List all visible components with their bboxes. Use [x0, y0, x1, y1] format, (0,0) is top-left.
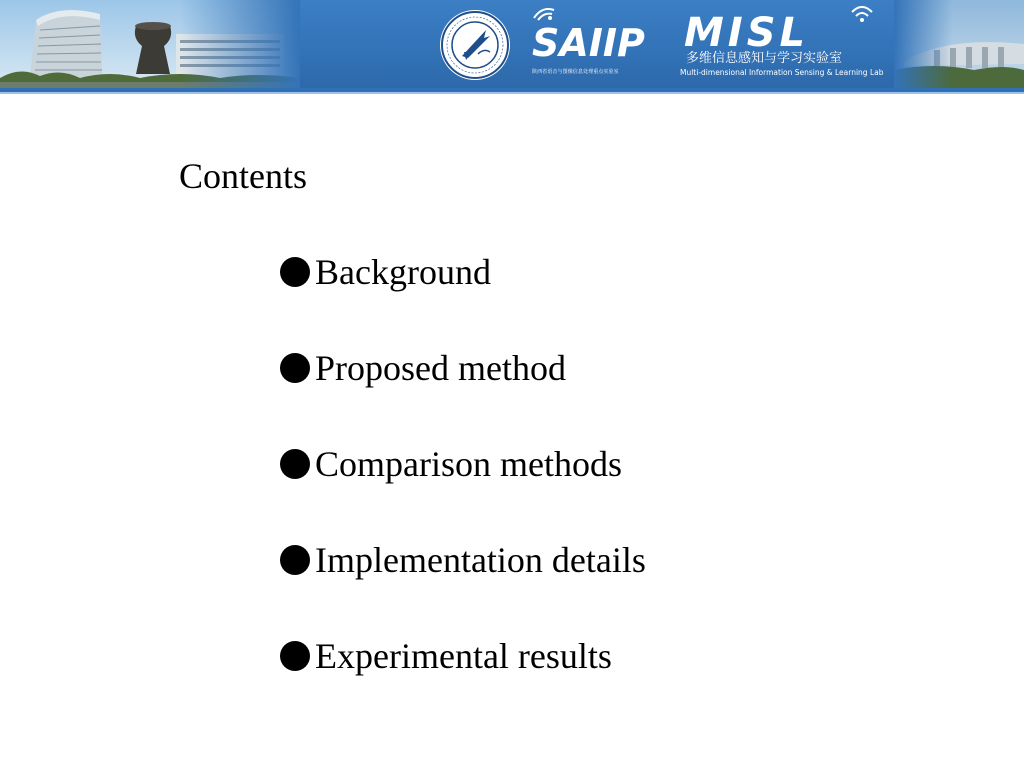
- filled-circle-icon: [280, 257, 310, 287]
- list-item-label: Proposed method: [315, 348, 566, 388]
- list-item-label: Comparison methods: [315, 444, 622, 484]
- saiip-logo-icon: [530, 6, 665, 64]
- filled-circle-icon: [280, 353, 310, 383]
- list-item-proposed-method: [280, 320, 646, 416]
- filled-circle-icon: [280, 449, 310, 479]
- contents-list: [280, 224, 646, 704]
- saiip-subtitle: 陕西省语音与图像信息处理重点实验室: [532, 69, 619, 75]
- list-item-label: Background: [315, 252, 491, 292]
- campus-photo-left: [0, 0, 300, 88]
- filled-circle-icon: [280, 545, 310, 575]
- list-item-experimental-results: [280, 608, 646, 704]
- list-item-label: Implementation details: [315, 540, 646, 580]
- header-rule-light: [0, 92, 1024, 94]
- saiip-logo: [530, 6, 665, 82]
- misl-logo-icon: [680, 6, 885, 52]
- header-banner: [0, 0, 1024, 88]
- list-item-label: Experimental results: [315, 636, 612, 676]
- svg-text:SAIIP: SAIIP: [532, 21, 645, 64]
- university-seal-icon: [438, 8, 512, 82]
- misl-chinese-name: 多维信息感知与学习实验室: [686, 51, 843, 66]
- campus-photo-right: [894, 0, 1024, 88]
- list-item-implementation-details: [280, 512, 646, 608]
- filled-circle-icon: [280, 641, 310, 671]
- slide-title: Contents: [179, 156, 308, 196]
- misl-logo: [680, 6, 885, 82]
- misl-english-name: Multi-dimensional Information Sensing & Learning Lab: [680, 68, 884, 77]
- list-item-comparison-methods: [280, 416, 646, 512]
- list-item-background: [280, 224, 646, 320]
- svg-text:MISL: MISL: [684, 10, 809, 52]
